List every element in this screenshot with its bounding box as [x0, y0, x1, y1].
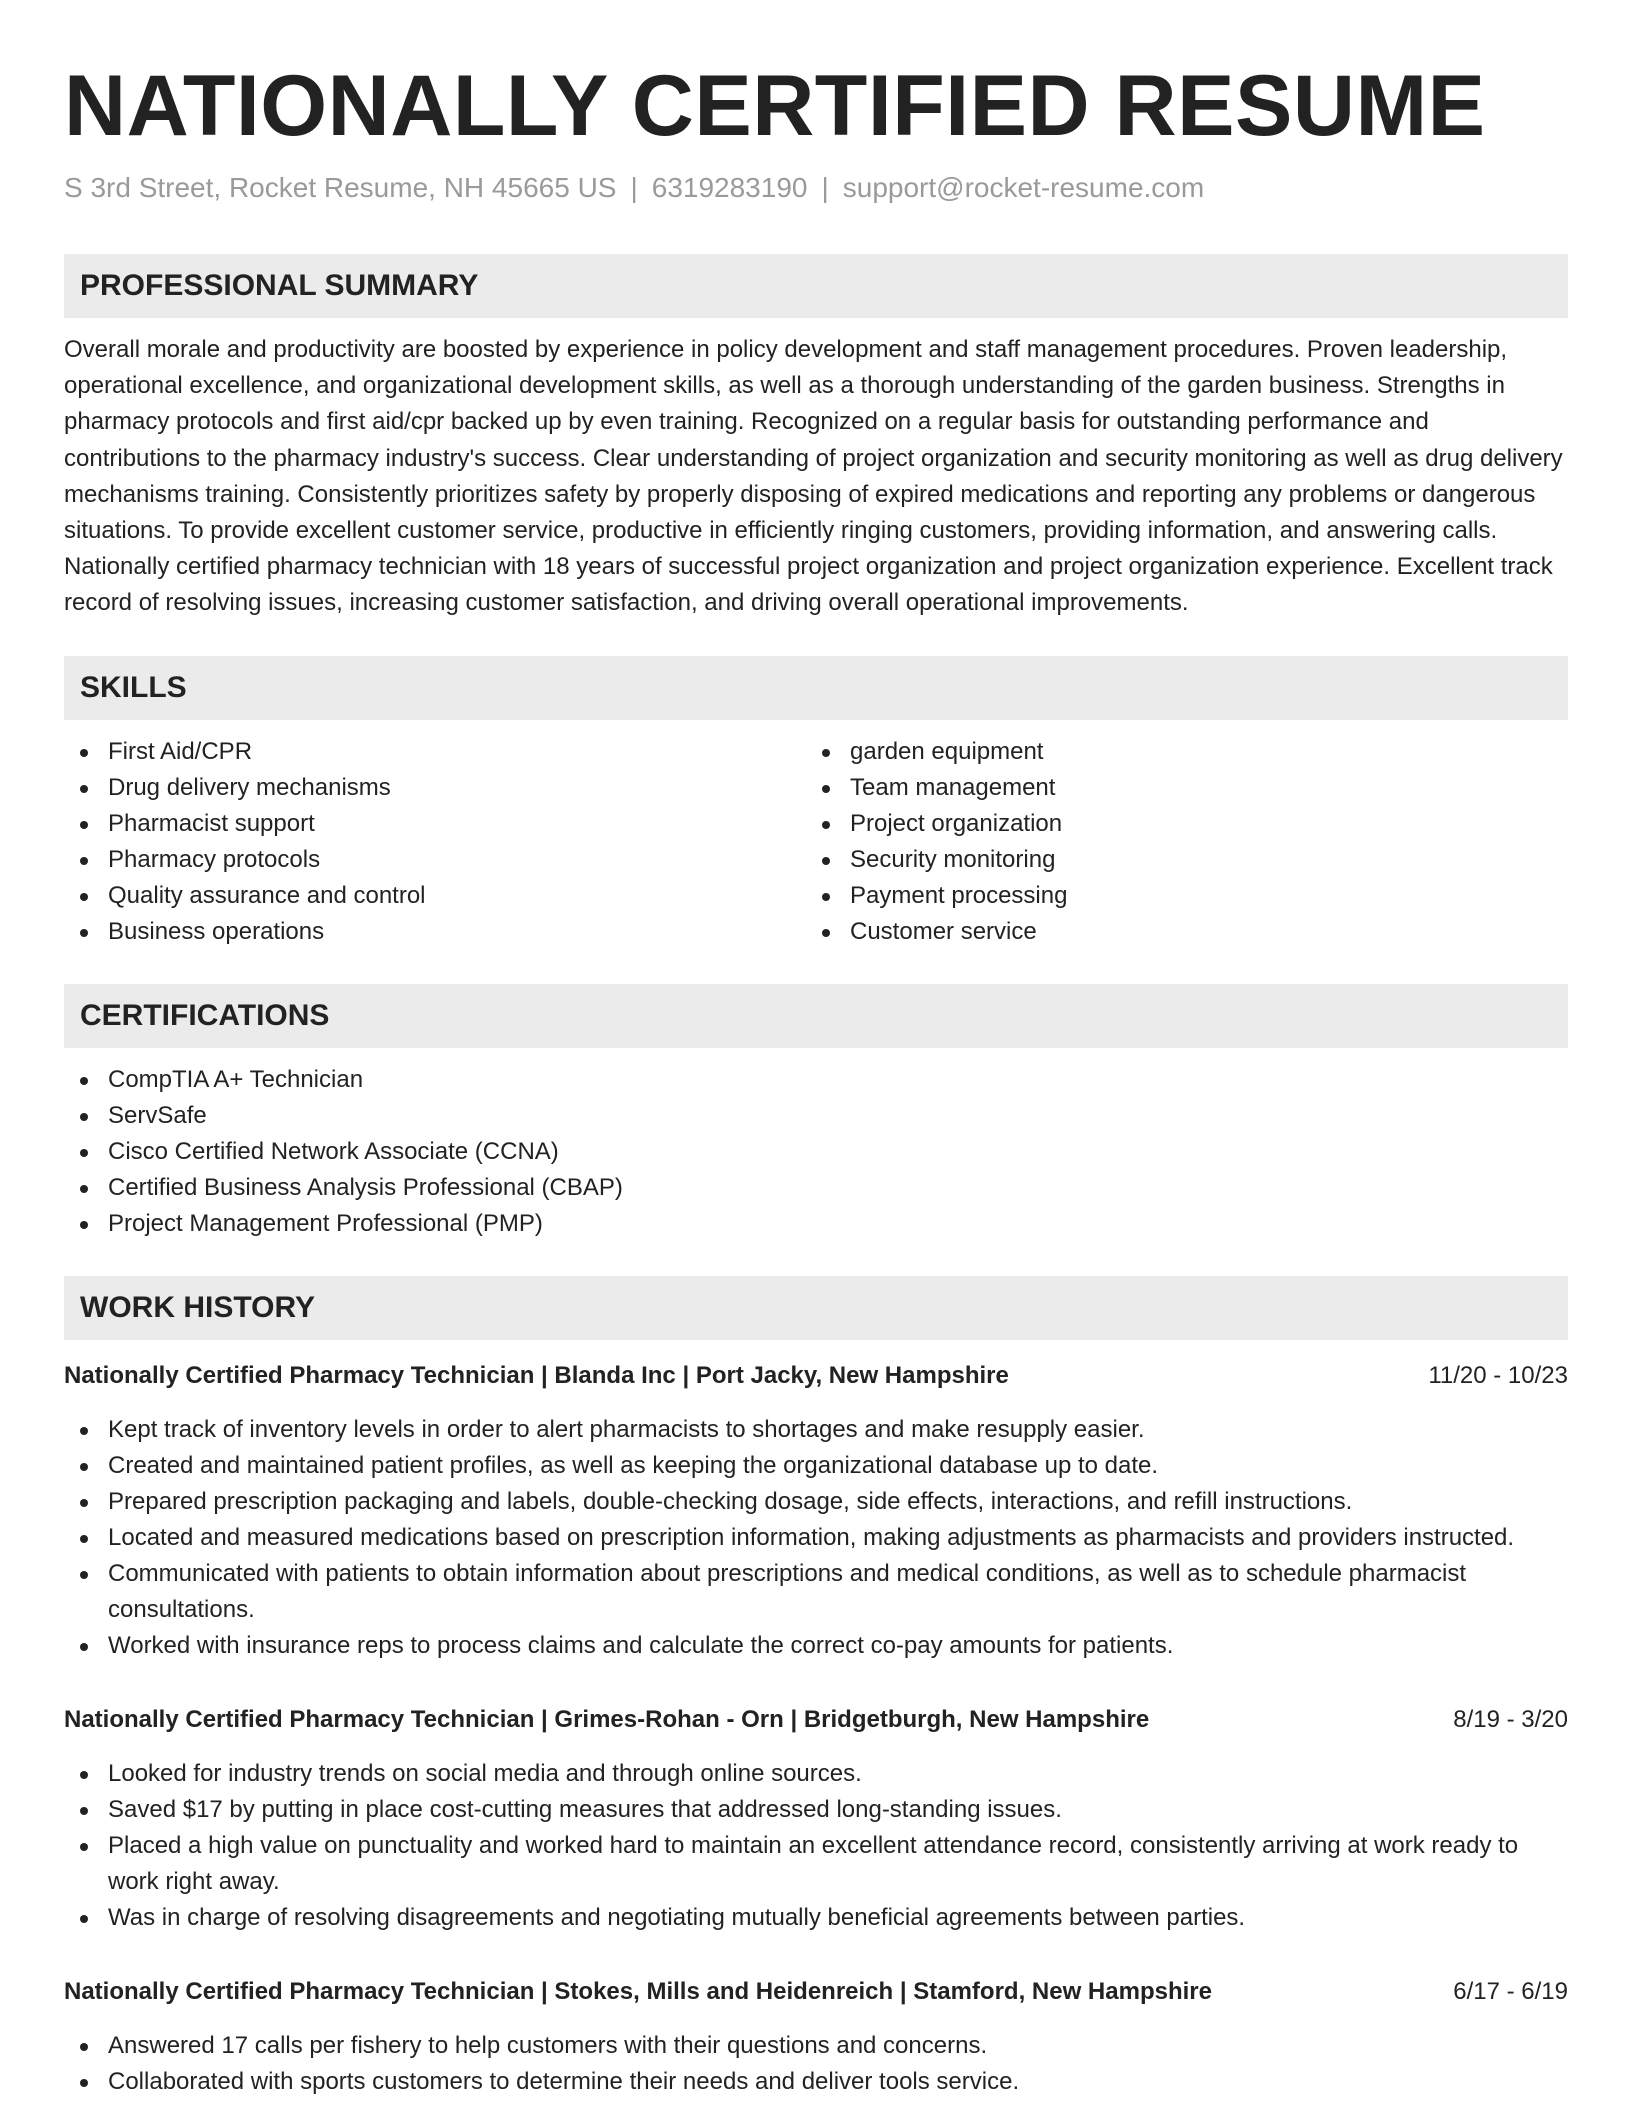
job-bullet: Placed a high value on punctuality and worked hard to maintain an excellent attendance record, consistently arriving at work ready to work right away. [64, 1828, 1568, 1900]
contact-address: S 3rd Street, Rocket Resume, NH 45665 US [64, 172, 617, 203]
job-entry [64, 1358, 1568, 1664]
skill-item: Security monitoring [806, 842, 1548, 878]
job-header [64, 1358, 1568, 1394]
job-bullet-list [64, 1412, 1568, 1664]
contact-phone: 6319283190 [651, 172, 808, 203]
work-history-heading: WORK HISTORY [64, 1276, 1568, 1340]
certifications-list [64, 1062, 1568, 1242]
skill-item: Business operations [64, 914, 806, 950]
skill-item: Quality assurance and control [64, 878, 806, 914]
job-bullet: Was in charge of resolving disagreements and negotiating mutually beneficial agreements between parties. [64, 1900, 1568, 1936]
resume-name: NATIONALLY CERTIFIED RESUME [64, 58, 1486, 154]
skills-grid [64, 734, 1568, 950]
job-bullet: Collaborated with sports customers to determine their needs and deliver tools service. [64, 2064, 1568, 2100]
skills-left-column [64, 734, 806, 950]
summary-heading: PROFESSIONAL SUMMARY [64, 254, 1568, 318]
certification-item: CompTIA A+ Technician [64, 1062, 1568, 1098]
job-bullet: Answered 17 calls per fishery to help customers with their questions and concerns. [64, 2028, 1568, 2064]
job-title: Nationally Certified Pharmacy Technician | Stokes, Mills and Heidenreich | Stamford, New Hampshire [64, 1977, 1212, 2005]
job-dates: 6/17 - 6/19 [1453, 1977, 1568, 2005]
skill-item: Team management [806, 770, 1548, 806]
skills-heading: SKILLS [64, 656, 1568, 720]
job-header [64, 1974, 1568, 2010]
contact-separator: | [821, 172, 829, 203]
job-title: Nationally Certified Pharmacy Technician | Grimes-Rohan - Orn | Bridgetburgh, New Hampshire [64, 1705, 1150, 1733]
contact-separator: | [630, 172, 638, 203]
skill-item: Customer service [806, 914, 1548, 950]
job-bullet: Kept track of inventory levels in order to alert pharmacists to shortages and make resupply easier. [64, 1412, 1568, 1448]
job-dates: 11/20 - 10/23 [1428, 1361, 1568, 1389]
job-title: Nationally Certified Pharmacy Technician | Blanda Inc | Port Jacky, New Hampshire [64, 1361, 1009, 1389]
job-bullet-list [64, 1756, 1568, 1936]
skill-item: Project organization [806, 806, 1548, 842]
job-bullet: Looked for industry trends on social media and through online sources. [64, 1756, 1568, 1792]
job-bullet: Worked with insurance reps to process claims and calculate the correct co-pay amounts for patients. [64, 1628, 1568, 1664]
job-bullet: Saved $17 by putting in place cost-cutting measures that addressed long-standing issues. [64, 1792, 1568, 1828]
skills-right-column [806, 734, 1548, 950]
job-entry [64, 1974, 1568, 2100]
job-bullet: Communicated with patients to obtain information about prescriptions and medical conditions, as well as to schedule pharmacist consultations. [64, 1556, 1568, 1628]
summary-text: Overall morale and productivity are boosted by experience in policy development and staff management procedures. Proven leadership, operational excellence, and organizational development skills, as well as a thorough understanding of the garden business. Strengths in pharmacy protocols and first aid/cpr backed up by even training. Recognized on a regular basis for outstanding performance and contributions to the pharmacy industry's success. Clear understanding of project organization and security monitoring as well as drug delivery mechanisms training. Consistently prioritizes safety by properly disposing of expired medications and reporting any problems or dangerous situations. To provide excellent customer service, productive in efficiently ringing customers, providing information, and answering calls. Nationally certified pharmacy technician with 18 years of successful project organization and project organization experience. Excellent track record of resolving issues, increasing customer satisfaction, and driving overall operational improvements. [64, 336, 1563, 617]
job-bullet-list [64, 2028, 1568, 2100]
certifications-heading: CERTIFICATIONS [64, 984, 1568, 1048]
skill-item: Drug delivery mechanisms [64, 770, 806, 806]
job-header [64, 1702, 1568, 1738]
job-dates: 8/19 - 3/20 [1453, 1705, 1568, 1733]
certification-item: Project Management Professional (PMP) [64, 1206, 1568, 1242]
certification-item: Certified Business Analysis Professional (CBAP) [64, 1170, 1568, 1206]
job-bullet: Located and measured medications based on prescription information, making adjustments as pharmacists and providers instructed. [64, 1520, 1568, 1556]
skill-item: Pharmacist support [64, 806, 806, 842]
skill-item: Payment processing [806, 878, 1548, 914]
certification-item: ServSafe [64, 1098, 1568, 1134]
job-entry [64, 1702, 1568, 1936]
skill-item: garden equipment [806, 734, 1548, 770]
certification-item: Cisco Certified Network Associate (CCNA) [64, 1134, 1568, 1170]
contact-email: support@rocket-resume.com [842, 172, 1205, 203]
contact-line [64, 168, 1568, 208]
job-bullet: Prepared prescription packaging and labels, double-checking dosage, side effects, interactions, and refill instructions. [64, 1484, 1568, 1520]
skill-item: First Aid/CPR [64, 734, 806, 770]
skill-item: Pharmacy protocols [64, 842, 806, 878]
job-bullet: Created and maintained patient profiles, as well as keeping the organizational database up to date. [64, 1448, 1568, 1484]
